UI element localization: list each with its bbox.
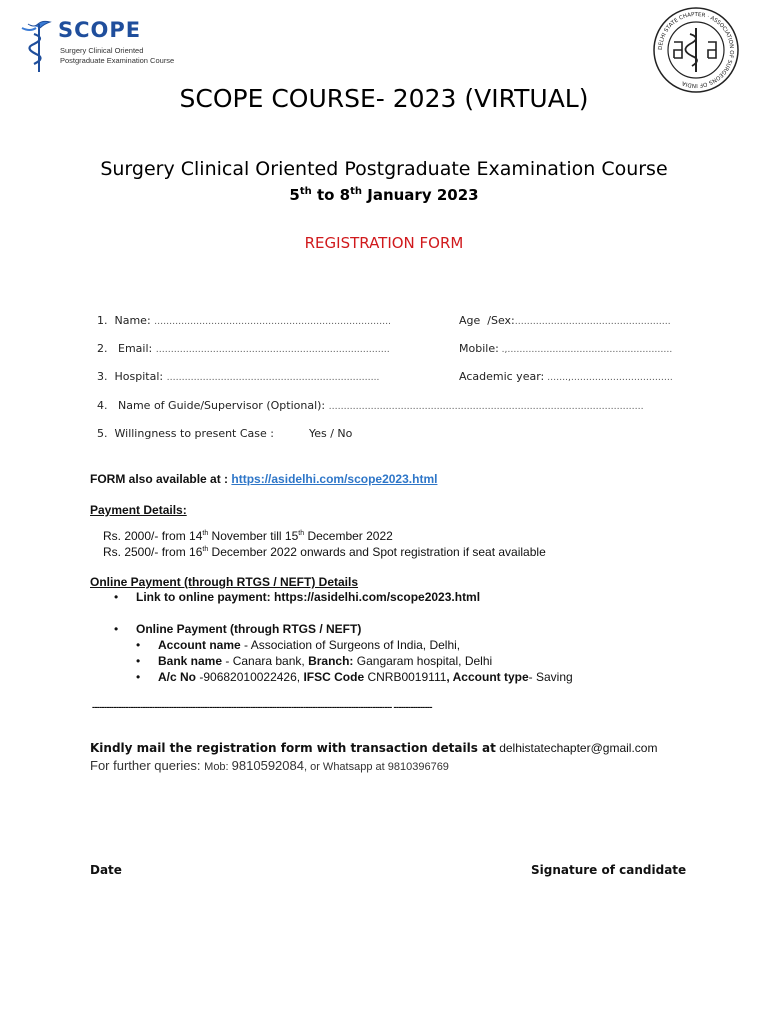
contact-email[interactable]: delhistatechapter@gmail.com xyxy=(495,741,658,755)
online-payment-heading: Online Payment (through RTGS / NEFT) Details xyxy=(90,575,359,589)
registration-form-heading: REGISTRATION FORM xyxy=(304,234,464,252)
field-academic-year[interactable]: Academic year: …….,……………………………. xyxy=(459,370,673,383)
payment-line-1: Rs. 2000/- from 14th November till 15th December 2022 xyxy=(103,529,393,543)
divider: ----------------------------------------------------------------------------------------------------------------------------- ---------------- xyxy=(92,702,432,712)
field-age-sex[interactable]: Age /Sex:……………………………………………. xyxy=(459,314,671,327)
date-label: Date xyxy=(90,863,122,877)
form-link[interactable]: https://asidelhi.com/scope2023.html xyxy=(231,472,438,486)
field-guide-row[interactable]: 4. Name of Guide/Supervisor (Optional): …………………………………………………………………………………………… xyxy=(97,399,644,412)
page-title: SCOPE COURSE- 2023 (VIRTUAL) xyxy=(179,84,589,113)
scope-logo xyxy=(20,18,220,74)
queries-line: For further queries: Mob: 9810592084, or Whatsapp at 9810396769 xyxy=(90,758,449,773)
logo-text: SCOPE xyxy=(58,18,142,42)
payment-heading: Payment Details: xyxy=(90,503,187,517)
seal-text: DELHI STATE CHAPTER · ASSOCIATION OF SURGEONS OF INDIA xyxy=(657,11,735,89)
online-payment-link[interactable]: Link to online payment: https://asidelhi.com/scope2023.html xyxy=(136,590,481,604)
field-willingness-row[interactable]: 5. Willingness to present Case : Yes / No xyxy=(97,427,353,440)
logo-subtitle-2: Postgraduate Examination Course xyxy=(60,56,175,65)
course-subtitle: Surgery Clinical Oriented Postgraduate Examination Course xyxy=(100,158,668,180)
caduceus-icon xyxy=(20,18,58,74)
signature-label: Signature of candidate xyxy=(531,863,687,877)
form-availability: FORM also available at : https://asidelhi.com/scope2023.html xyxy=(90,472,438,486)
course-dates: 5th to 8th January 2023 xyxy=(289,186,479,204)
field-hospital-row[interactable]: 3. Hospital: …………………………………………………………….. xyxy=(97,370,380,383)
field-email-row[interactable]: 2. Email: …………………………………………………………………… xyxy=(97,342,390,355)
logo-subtitle-1: Surgery Clinical Oriented xyxy=(60,46,144,55)
mail-instructions: Kindly mail the registration form with transaction details at delhistatechapter@gmail.com xyxy=(90,741,658,755)
field-name-row[interactable]: 1. Name: ……………………………………………………………………. xyxy=(97,314,392,327)
asi-seal-icon xyxy=(652,6,740,94)
field-mobile[interactable]: Mobile: .,………………………………………………. xyxy=(459,342,673,355)
payment-line-2: Rs. 2500/- from 16th December 2022 onwards and Spot registration if seat available xyxy=(103,545,546,559)
